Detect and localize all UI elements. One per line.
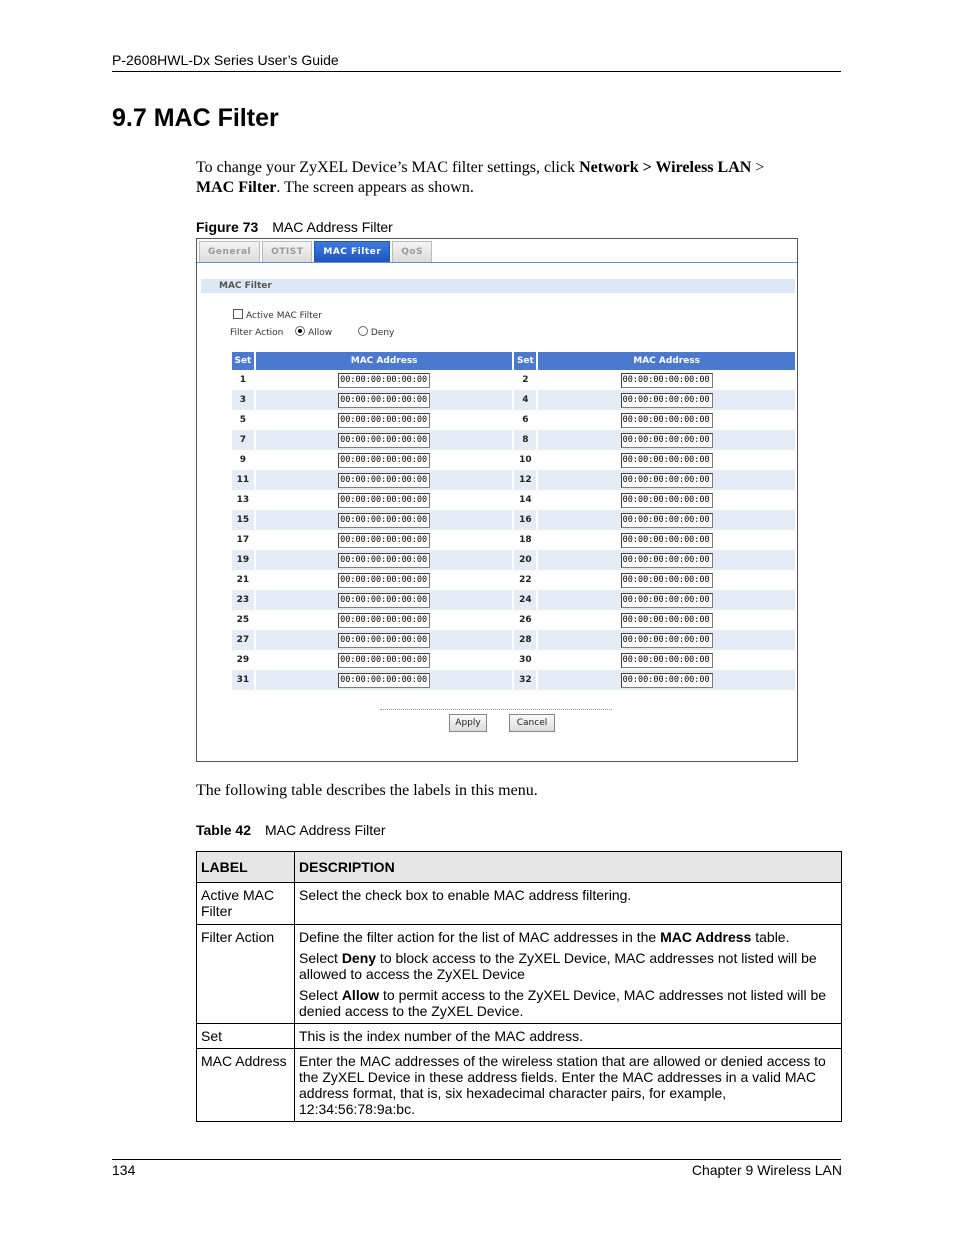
table-row: [232, 370, 795, 390]
mac-address-cell: [256, 390, 513, 410]
table-row: [232, 510, 795, 530]
mac-address-input[interactable]: [621, 613, 713, 628]
filter-action-row: [230, 326, 394, 338]
set-index: 5: [239, 415, 247, 425]
mac-address-cell: [538, 390, 795, 410]
mac-address-input[interactable]: [621, 573, 713, 588]
mac-address-cell: [538, 410, 795, 430]
mac-address-cell: [256, 530, 513, 550]
row-label: Set: [197, 1024, 295, 1049]
row-label: Active MAC Filter: [197, 883, 295, 925]
mac-address-cell: [256, 470, 513, 490]
desc-text: table.: [751, 929, 790, 945]
table-row: [232, 570, 795, 590]
set-index: 20: [514, 550, 536, 570]
table-row: [232, 530, 795, 550]
mac-address-input[interactable]: [621, 393, 713, 408]
set-index: 8: [514, 430, 536, 450]
apply-button[interactable]: Apply: [449, 714, 487, 732]
section-title: 9.7 MAC Filter: [112, 104, 279, 132]
mac-address-input[interactable]: [338, 593, 430, 608]
set-index: 31: [232, 670, 254, 690]
table-row: [232, 630, 795, 650]
mac-address-cell: [538, 610, 795, 630]
table-row: [197, 925, 842, 1024]
set-index: 6: [522, 415, 529, 425]
mac-address-cell: [538, 650, 795, 670]
tab-general[interactable]: General: [199, 241, 260, 262]
row-label: MAC Address: [197, 1049, 295, 1122]
page-number: 134: [112, 1162, 136, 1178]
mac-address-cell: [256, 510, 513, 530]
set-index: 30: [519, 655, 532, 665]
tab-bar: [199, 241, 434, 263]
set-index: 11: [232, 470, 254, 490]
allow-label: Allow: [308, 328, 333, 338]
set-index: 4: [514, 390, 536, 410]
mac-address-input[interactable]: [621, 533, 713, 548]
mac-address-input[interactable]: [621, 593, 713, 608]
set-index: 2: [522, 375, 529, 385]
desc-bold: MAC Address: [660, 929, 752, 945]
table-row: [232, 670, 795, 690]
row-description: [295, 925, 842, 1024]
col-mac-address: MAC Address: [256, 352, 513, 370]
set-index: 17: [236, 535, 250, 545]
panel-title: MAC Filter: [201, 279, 795, 293]
mac-filter-screenshot: [196, 238, 798, 762]
intro-text-end: . The screen appears as shown.: [276, 179, 474, 196]
tab-mac-filter[interactable]: MAC Filter: [314, 241, 390, 262]
set-index: 9: [239, 455, 247, 465]
intro-menu-item: MAC Filter: [196, 179, 277, 196]
mac-address-input[interactable]: [338, 433, 430, 448]
figure-label: Figure 73: [196, 219, 259, 235]
desc-bold: Allow: [341, 987, 380, 1003]
mac-address-cell: [256, 410, 513, 430]
table-row: [232, 590, 795, 610]
mac-address-cell: [256, 570, 513, 590]
mac-address-cell: [256, 450, 513, 470]
set-index: 29: [236, 655, 250, 665]
mac-address-input[interactable]: [338, 673, 430, 688]
mac-address-cell: [256, 370, 513, 390]
mac-address-input[interactable]: [338, 573, 430, 588]
mac-address-cell: [538, 450, 795, 470]
set-index: 19: [232, 550, 254, 570]
table-row: [232, 490, 795, 510]
desc-text: Define the filter action for the list of MAC addresses in the: [299, 929, 661, 945]
mac-address-cell: [256, 630, 513, 650]
table-row: [232, 550, 795, 570]
table-row: [232, 610, 795, 630]
table-row: [197, 883, 842, 925]
mac-address-input[interactable]: [338, 373, 430, 388]
set-index: 21: [236, 575, 250, 585]
table-row: [232, 410, 795, 430]
mac-address-input[interactable]: [621, 633, 713, 648]
tab-underline: [197, 262, 797, 263]
desc-text: Select: [299, 987, 342, 1003]
col-description: DESCRIPTION: [295, 852, 842, 883]
mac-address-cell: [256, 590, 513, 610]
mac-address-input[interactable]: [338, 633, 430, 648]
filter-action-label: Filter Action: [230, 328, 284, 338]
allow-radio[interactable]: [295, 326, 305, 336]
row-description: This is the index number of the MAC address.: [295, 1024, 842, 1049]
mac-address-input[interactable]: [338, 513, 430, 528]
col-set: Set: [232, 352, 254, 370]
table-row: [232, 450, 795, 470]
mac-address-cell: [256, 610, 513, 630]
set-index: 27: [232, 630, 254, 650]
set-index: 23: [232, 590, 254, 610]
mac-address-input[interactable]: [338, 653, 430, 668]
mac-address-cell: [538, 570, 795, 590]
figure-caption: [196, 219, 393, 235]
table-title: MAC Address Filter: [265, 822, 386, 838]
active-mac-filter-row: [233, 309, 322, 321]
active-mac-filter-label: Active MAC Filter: [246, 311, 322, 321]
set-index: 26: [519, 615, 532, 625]
table-row: [197, 1049, 842, 1122]
mac-address-cell: [538, 370, 795, 390]
mac-address-cell: [256, 550, 513, 570]
footer-rule: [112, 1159, 841, 1160]
header-rule: [112, 71, 841, 72]
set-index: 15: [232, 510, 254, 530]
row-description: Select the check box to enable MAC address filtering.: [295, 883, 842, 925]
set-index: 24: [514, 590, 536, 610]
deny-label: Deny: [370, 328, 395, 338]
col-label: LABEL: [197, 852, 295, 883]
desc-text: to block access to the ZyXEL Device, MAC addresses not listed will be allowed to access the ZyXEL Device: [299, 950, 817, 982]
set-index: 10: [519, 455, 532, 465]
mac-address-input[interactable]: [621, 513, 713, 528]
mac-address-input[interactable]: [621, 553, 713, 568]
mac-address-cell: [256, 650, 513, 670]
set-index: 14: [519, 495, 532, 505]
set-index: 1: [239, 375, 247, 385]
running-header: P-2608HWL-Dx Series User’s Guide: [112, 52, 339, 68]
chapter-title: Chapter 9 Wireless LAN: [691, 1162, 842, 1178]
mac-address-table: [230, 352, 797, 690]
intro-paragraph: [196, 158, 836, 198]
set-index: 25: [236, 615, 250, 625]
mac-address-cell: [538, 530, 795, 550]
button-divider: [380, 709, 612, 710]
mac-address-cell: [538, 590, 795, 610]
table-row: [232, 650, 795, 670]
mac-address-input[interactable]: [621, 493, 713, 508]
row-description: Enter the MAC addresses of the wireless station that are allowed or denied access to the ZyXEL Device in these address fields. Enter the MAC addresses in a valid MAC address format, that is, six hexadecimal character pairs, for example, 12:34:56:78:9a:bc.: [295, 1049, 842, 1122]
set-index: 12: [514, 470, 536, 490]
set-index: 3: [232, 390, 254, 410]
mac-address-cell: [538, 430, 795, 450]
figure-title: MAC Address Filter: [272, 219, 393, 235]
mac-address-input[interactable]: [621, 413, 713, 428]
desc-text: to permit access to the ZyXEL Device, MAC addresses not listed will be denied access to the ZyXEL Device.: [299, 987, 827, 1019]
table-label: Table 42: [196, 822, 251, 838]
mac-address-input[interactable]: [621, 673, 713, 688]
mac-address-cell: [538, 470, 795, 490]
set-index: 22: [519, 575, 532, 585]
mac-address-cell: [538, 630, 795, 650]
mac-address-input[interactable]: [621, 653, 713, 668]
active-mac-filter-checkbox[interactable]: [233, 309, 243, 319]
tab-otist[interactable]: OTIST: [262, 241, 312, 262]
following-text: The following table describes the labels in this menu.: [196, 782, 538, 799]
mac-address-cell: [256, 430, 513, 450]
mac-address-input[interactable]: [338, 393, 430, 408]
mac-address-cell: [538, 490, 795, 510]
intro-separator: >: [751, 159, 765, 176]
table-caption: [196, 822, 386, 838]
mac-address-input[interactable]: [338, 493, 430, 508]
table-row: [197, 1024, 842, 1049]
mac-address-input[interactable]: [621, 433, 713, 448]
mac-address-input[interactable]: [338, 413, 430, 428]
mac-address-cell: [256, 490, 513, 510]
cancel-button[interactable]: Cancel: [509, 714, 555, 732]
mac-address-input[interactable]: [621, 373, 713, 388]
mac-address-input[interactable]: [338, 473, 430, 488]
mac-address-input[interactable]: [338, 553, 430, 568]
tab-qos[interactable]: QoS: [392, 241, 432, 262]
mac-address-cell: [256, 670, 513, 690]
mac-address-cell: [538, 550, 795, 570]
set-index: 28: [514, 630, 536, 650]
mac-address-input[interactable]: [621, 473, 713, 488]
mac-address-input[interactable]: [338, 453, 430, 468]
table-row: [232, 390, 795, 410]
label-description-table: [196, 851, 842, 1122]
mac-address-input[interactable]: [338, 533, 430, 548]
mac-address-cell: [538, 510, 795, 530]
col-mac-address: MAC Address: [538, 352, 795, 370]
intro-menu-path: Network > Wireless LAN: [579, 159, 752, 176]
table-row: [232, 430, 795, 450]
set-index: 7: [232, 430, 254, 450]
mac-address-input[interactable]: [621, 453, 713, 468]
table-row: [232, 470, 795, 490]
mac-address-cell: [538, 670, 795, 690]
mac-address-input[interactable]: [338, 613, 430, 628]
set-index: 16: [514, 510, 536, 530]
set-index: 32: [514, 670, 536, 690]
row-label: Filter Action: [197, 925, 295, 1024]
desc-bold: Deny: [341, 950, 377, 966]
deny-radio[interactable]: [358, 326, 368, 336]
desc-text: Select: [299, 950, 342, 966]
col-set: Set: [514, 352, 536, 370]
set-index: 18: [519, 535, 532, 545]
intro-text: To change your ZyXEL Device’s MAC filter settings, click: [196, 159, 580, 176]
set-index: 13: [236, 495, 250, 505]
